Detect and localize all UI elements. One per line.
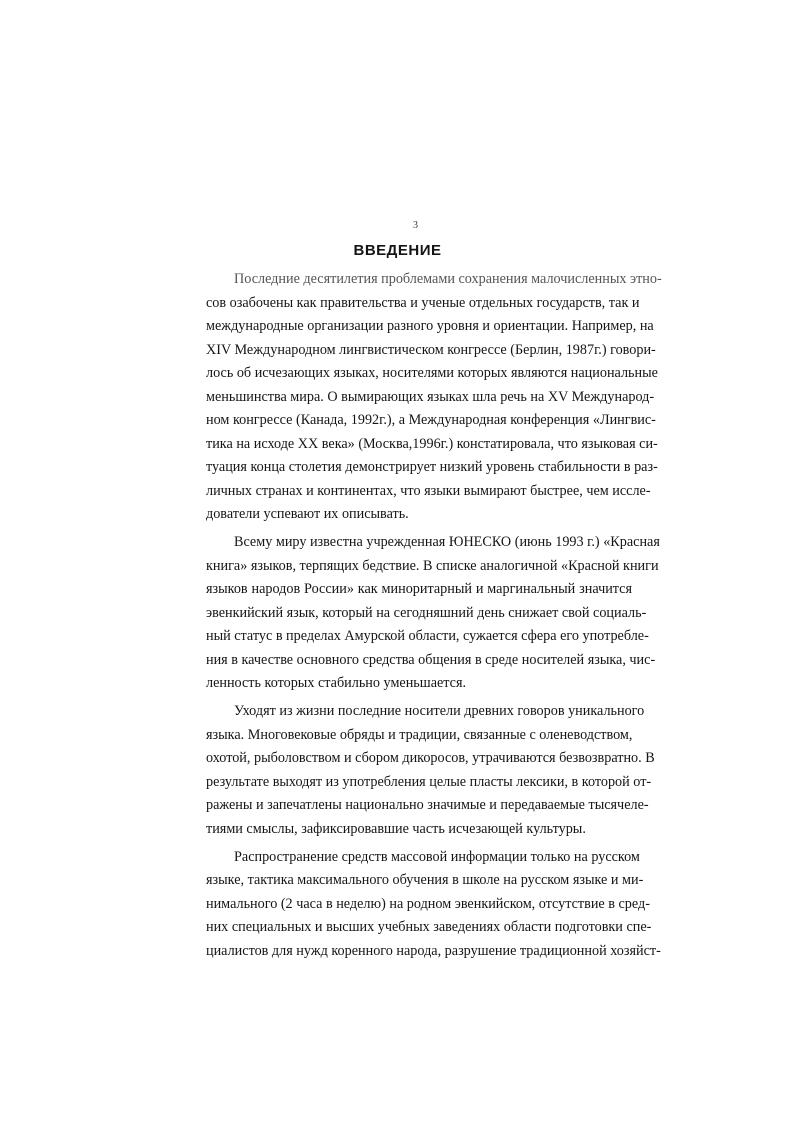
text-line: тика на исходе XX века» (Москва,1996г.) констатировала, что языковая си-: [206, 435, 658, 452]
text-line: туация конца столетия демонстрирует низкий уровень стабильности в раз-: [206, 459, 658, 475]
text-line: ный статус в пределах Амурской области, сужается сфера его употребле-: [206, 628, 649, 644]
text-line: Последние десятилетия проблемами сохранения малочисленных этно-: [234, 271, 662, 287]
text-line: языков народов России» как миноритарный и маргинальный значится: [206, 581, 632, 597]
text-line: дователи успевают их описывать.: [206, 506, 409, 522]
text-line: меньшинства мира. О вымирающих языках шла речь на XV Международ-: [206, 388, 655, 405]
text-line: личных странах и континентах, что языки вымирают быстрее, чем иссле-: [206, 482, 651, 499]
paragraph-2: [206, 531, 660, 696]
text-line: них специальных и высших учебных заведениях области подготовки спе-: [206, 919, 652, 935]
text-line: международные организации разного уровня и ориентации. Например, на: [206, 318, 654, 334]
page-title: ВВЕДЕНИЕ: [353, 242, 442, 259]
text-line: языке, тактика максимального обучения в школе на русском языке и ми-: [206, 872, 644, 888]
paragraph-1: [206, 268, 662, 527]
text-line: охотой, рыболовством и сбором дикоросов, утрачиваются безвозвратно. В: [206, 750, 655, 766]
text-line: языка. Многовековые обряды и традиции, связанные с оленеводством,: [206, 726, 633, 743]
text-line: книга» языков, терпящих бедствие. В списке аналогичной «Красной книги: [206, 557, 659, 574]
text-line: эвенкийский язык, который на сегодняшний день снижает свой социаль-: [206, 604, 647, 621]
text-line: ражены и запечатлены национально значимые и передаваемые тысячеле-: [206, 797, 649, 813]
text-line: ния в качестве основного средства общения в среде носителей языка, чис-: [206, 651, 656, 668]
text-line: результате выходят из употребления целые пласты лексики, в которой от-: [206, 773, 652, 790]
text-line: сов озабочены как правительства и ученые отдельных государств, так и: [206, 294, 640, 311]
text-line: Уходят из жизни последние носители древних говоров уникального: [234, 703, 645, 719]
paragraph-4: [206, 846, 661, 964]
body-text: [206, 268, 662, 963]
text-line: тиями смыслы, зафиксировавшие часть исчезающей культуры.: [206, 820, 586, 837]
text-line: лось об исчезающих языках, носителями которых являются национальные: [206, 365, 658, 381]
paragraph-3: [206, 700, 655, 841]
text-line: ном конгрессе (Канада, 1992г.), а Международная конференция «Лингвис-: [206, 412, 656, 428]
text-line: циалистов для нужд коренного народа, разрушение традиционной хозяйст-: [206, 942, 661, 959]
page-number: 3: [413, 220, 418, 231]
text-line: нимального (2 часа в неделю) на родном эвенкийском, отсутствие в сред-: [206, 895, 650, 912]
text-line: XIV Международном лингвистическом конгрессе (Берлин, 1987г.) говори-: [206, 341, 656, 358]
text-line: Всему миру известна учрежденная ЮНЕСКО (июнь 1993 г.) «Красная: [234, 534, 660, 550]
text-line: Распространение средств массовой информации только на русском: [234, 848, 640, 865]
text-line: ленность которых стабильно уменьшается.: [206, 675, 467, 691]
